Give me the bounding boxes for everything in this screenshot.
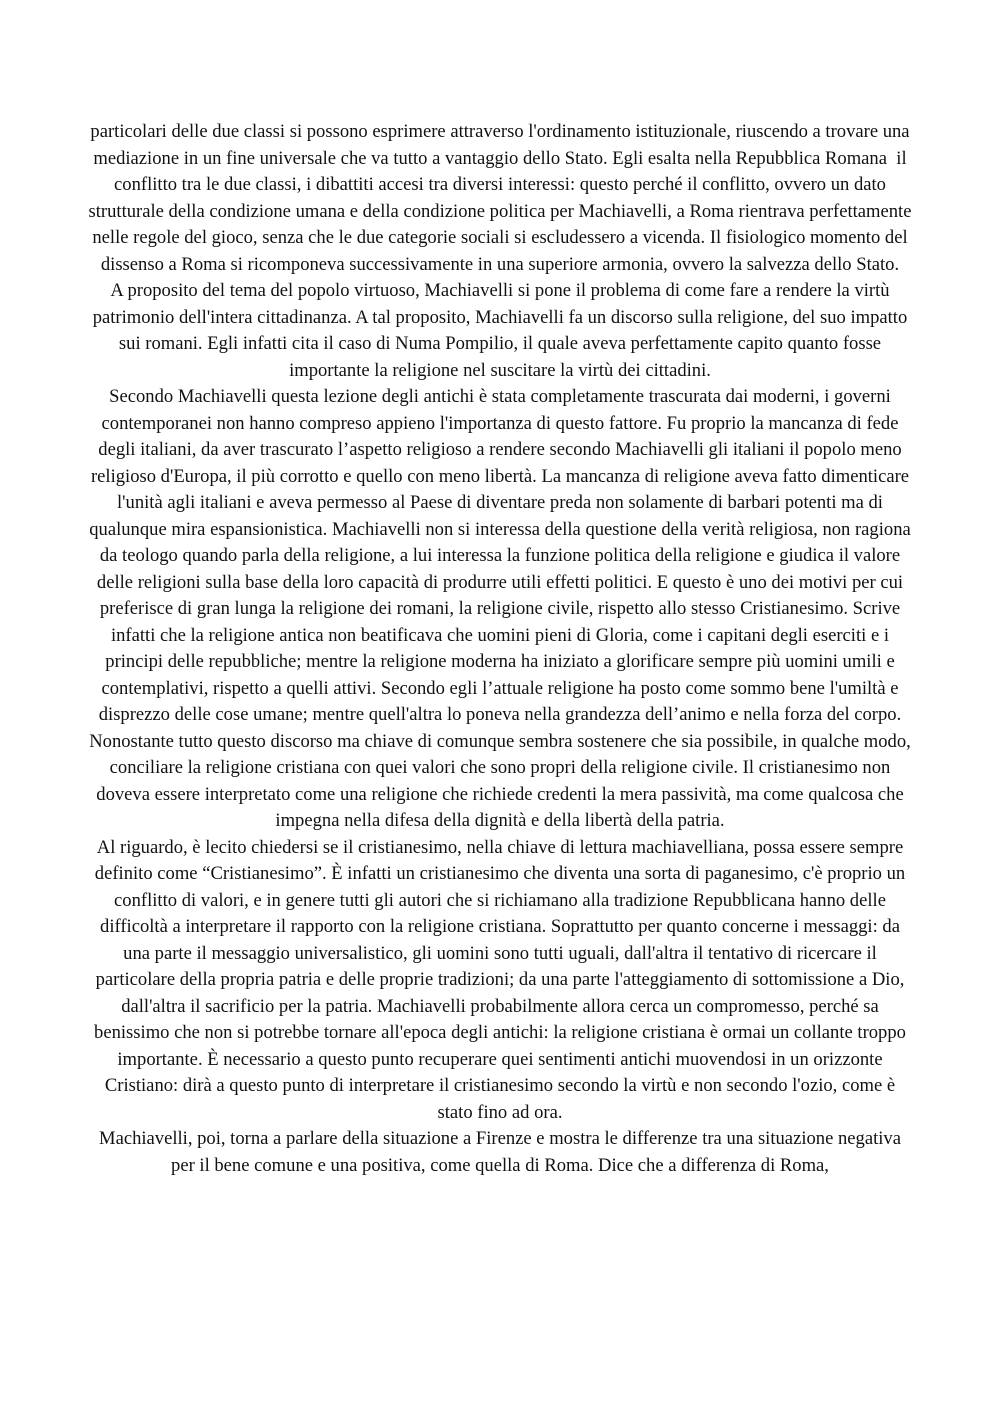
paragraph-6: Machiavelli, poi, torna a parlare della situazione a Firenze e mostra le differenze tra una situazione negativa per il bene comune e una positiva, come quella di Roma. Dice che a differenza di Roma, <box>99 1128 906 1176</box>
paragraph-3: Secondo Machiavelli questa lezione degli antichi è stata completamente trascurata dai moderni, i governi contemporanei non hanno compreso appieno l'importanza di questo fattore. Fu proprio la mancanza di fede degli italiani, da aver trascurato l’aspetto religioso a rendere secondo Machiavelli gli italiani il popolo meno religioso d'Europa, il più corrotto e quello con meno libertà. La mancanza di religione aveva fatto dimenticare l'unità agli italiani e aveva permesso al Paese di diventare preda non solamente di barbari potenti ma di qualunque mira espansionistica. Machiavelli non si interessa della questione della verità religiosa, non ragiona da teologo quando parla della religione, a lui interessa la funzione politica della religione e giudica il valore delle religioni sulla base della loro capacità di produrre utili effetti politici. E questo è uno dei motivi per cui preferisce di gran lunga la religione dei romani, la religione civile, rispetto allo stesso Cristianesimo. Scrive infatti che la religione antica non beatificava che uomini pieni di Gloria, come i capitani degli eserciti e i principi delle repubbliche; mentre la religione moderna ha iniziato a glorificare sempre più uomini umili e contemplativi, rispetto a quelli attivi. Secondo egli l’attuale religione ha posto come sommo bene l'umiltà e disprezzo delle cose umane; mentre quell'altra lo poneva nella grandezza dell’animo e nella forza del corpo. <box>89 386 916 725</box>
paragraph-2: A proposito del tema del popolo virtuoso, Machiavelli si pone il problema di come fare a rendere la virtù patrimonio dell'intera cittadinanza. A tal proposito, Machiavelli fa un discorso sulla religione, del suo impatto sui romani. Egli infatti cita il caso di Numa Pompilio, il quale aveva perfettamente capito quanto fosse importante la religione nel suscitare la virtù dei cittadini. <box>92 280 912 381</box>
paragraph-1: particolari delle due classi si possono esprimere attraverso l'ordinamento istituzionale, riuscendo a trovare una mediazione in un fine universale che va tutto a vantaggio dello Stato. Egli esalta nella Repubblica Romana il conflitto tra le due classi, i dibattiti accesi tra diversi interessi: questo perché il conflitto, ovvero un dato strutturale della condizione umana e della condizione politica per Machiavelli, a Roma rientrava perfettamente nelle regole del gioco, senza che le due categorie sociali si escludessero a vicenda. Il fisiologico momento del dissenso a Roma si ricomponeva successivamente in una superiore armonia, ovvero la salvezza dello Stato. <box>88 121 917 275</box>
document-page <box>88 119 917 1179</box>
paragraph-5: Al riguardo, è lecito chiedersi se il cristianesimo, nella chiave di lettura machiavelliana, possa essere sempre definito come “Cristianesimo”. È infatti un cristianesimo che diventa una sorta di paganesimo, c'è proprio un conflitto di valori, e in genere tutti gli autori che si richiamano alla tradizione Repubblicana hanno delle difficoltà a interpretare il rapporto con la religione cristiana. Soprattutto per quanto concerne i messaggi: da una parte il messaggio universalistico, gli uomini sono tutti uguali, dall'altra il tentativo di ricercare il particolare della propria patria e delle proprie tradizioni; da una parte l'atteggiamento di sottomissione a Dio, dall'altra il sacrificio per la patria. Machiavelli probabilmente allora cerca un compromesso, perché sa benissimo che non si potrebbe tornare all'epoca degli antichi: la religione cristiana è ormai un collante troppo importante. È necessario a questo punto recuperare quei sentimenti antichi muovendosi in un orizzonte Cristiano: dirà a questo punto di interpretare il cristianesimo secondo la virtù e non secondo l'ozio, come è stato fino ad ora. <box>94 836 911 1123</box>
paragraph-4: Nonostante tutto questo discorso ma chiave di comunque sembra sostenere che sia possibile, in qualche modo, conciliare la religione cristiana con quei valori che sono propri della religione civile. Il cristianesimo non doveva essere interpretato come una religione che richiede credenti la mera passività, ma come qualcosa che impegna nella difesa della dignità e della libertà della patria. <box>89 730 916 831</box>
